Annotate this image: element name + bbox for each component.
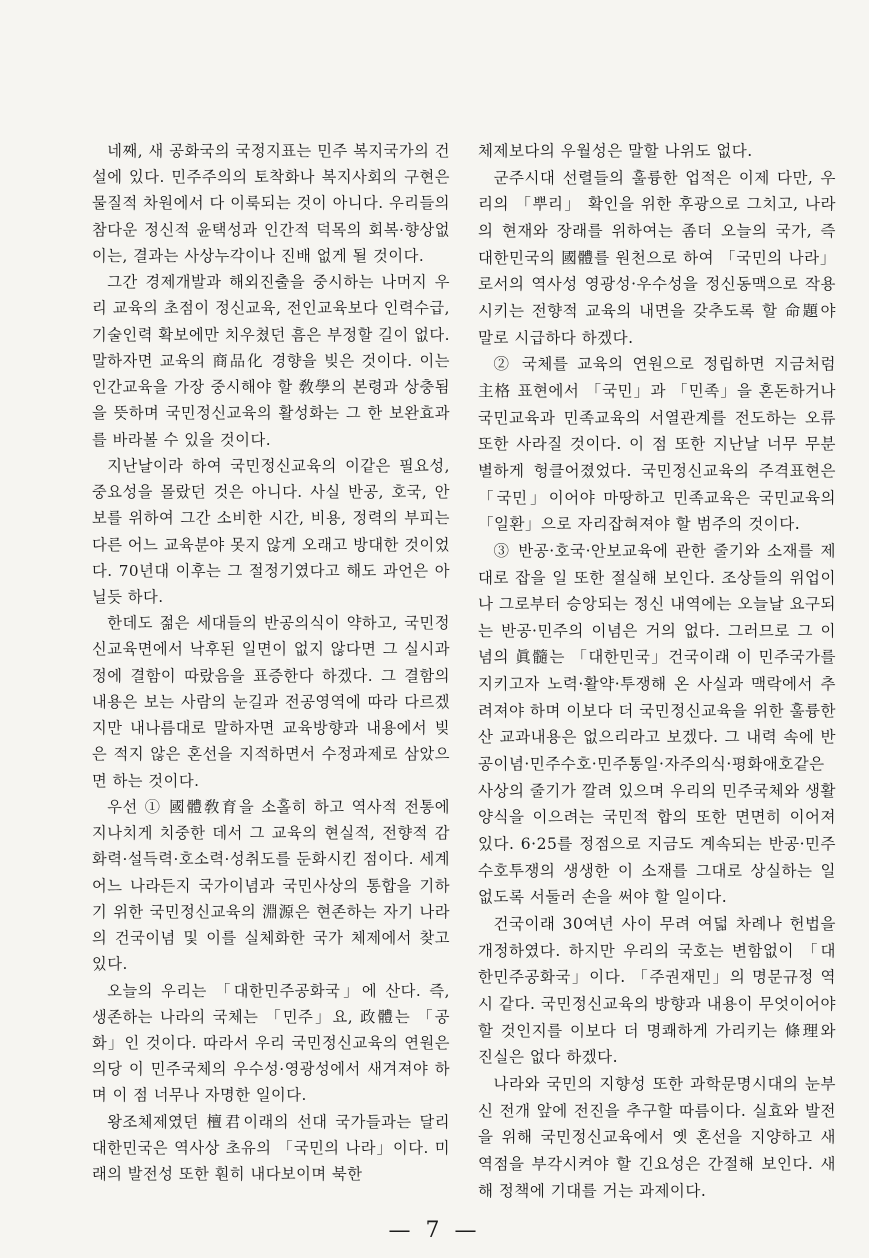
paragraph-continuation: 체제보다의 우월성은 말할 나위도 없다. [478,142,753,160]
paragraph: 그간 경제개발과 해외진출을 중시하는 나머지 우리 교육의 초점이 정신교육, 전인교육보다 인력수급, 기술인력 확보에만 치우쳤던 흠은 부정할 길이 없다. 말하자면 교육의 商品化 경향을 빚은 것이다. 이는 인간교육을 가장 중시해야 할 敎學의 본령과 상충됨을 뜻하며 국민정신교육의 활성화는 그 한 보완효과를 바라볼 수 있을 것이다. [92,273,450,449]
paragraph: 건국이래 30여년 사이 무려 여덟 차례나 헌법을 개정하였다. 하지만 우리의 국호는 변함없이 「대한민주공화국」이다. 「주권재민」의 명문규정 역시 같다. 국민정신교육의 방향과 내용이 무엇이어야 할 것인지를 이보다 더 명쾌하게 가리키는 條理와 진실은 없다 하겠다. [478,915,836,1067]
right-text-column [478,138,836,1204]
paragraph: 왕조체제였던 檀君이래의 선대 국가들과는 달리 대한민국은 역사상 초유의 「국민의 나라」이다. 미래의 발전성 또한 훤히 내다보이며 북한 [92,1112,450,1184]
paragraph: ② 국체를 교육의 연원으로 정립하면 지금처럼 主格 표현에서 「국민」과 「민족」을 혼돈하거나 국민교육과 민족교육의 서열관계를 전도하는 오류 또한 사라질 것이다. 이 점 또한 지난날 너무 무분별하게 헝클어졌었다. 국민정신교육의 주격표현은 「국민」이어야 마땅하고 민족교육은 국민교육의 「일환」으로 자리잡혀져야 할 범주의 것이다. [478,355,836,534]
paragraph: 군주시대 선렬들의 훌륭한 업적은 이제 다만, 우리의 「뿌리」 확인을 위한 후광으로 그치고, 나라의 현재와 장래를 위하여는 좀더 오늘의 국가, 즉 대한민국의 國體를 원천으로 하여 「국민의 나라」로서의 역사성 영광성·우수성을 정신동맥으로 작용시키는 전향적 교육의 내면을 갖추도록 할 命題야말로 시급하다 하겠다. [478,168,836,347]
paragraph: 오늘의 우리는 「대한민주공화국」에 산다. 즉, 생존하는 나라의 국체는 「민주」요, 政體는 「공화」인 것이다. 따라서 우리 국민정신교육의 연원은 의당 이 민주국체의 우수성·영광성에서 새겨져야 하며 이 점 너무나 자명한 일이다. [92,981,450,1105]
paragraph: ③ 반공·호국·안보교육에 관한 줄기와 소재를 제대로 잡을 일 또한 절실해 보인다. 조상들의 위업이나 그로부터 승앙되는 정신 내역에는 오늘날 요구되는 반공·민주의 이념은 거의 없다. 그러므로 그 이념의 眞髓는 「대한민국」건국이래 이 민주국가를 지키고자 노력·활약·투쟁해 온 사실과 맥락에서 추려져야 하며 이보다 더 국민정신교육을 위한 훌륭한 산 교과내용은 없으리라고 보겠다. 그 내력 속에 반공이념·민주수호·민주통일·자주의식·평화애호같은 사상의 줄기가 깔려 있으며 우리의 민주국체와 생활양식을 이으려는 국민적 합의 또한 면면히 이어져 있다. 6·25를 정점으로 지금도 계속되는 반공·민주수호투쟁의 생생한 이 소재를 그대로 상실하는 일 없도록 서둘러 손을 써야 할 일이다. [478,541,836,907]
paragraph: 우선 ① 國體敎育을 소홀히 하고 역사적 전통에 지나치게 치중한 데서 그 교육의 현실적, 전향적 감화력·설득력·호소력·성취도를 둔화시킨 점이다. 세계 어느 나라든지 국가이념과 국민사상의 통합을 기하기 위한 국민정신교육의 淵源은 현존하는 자기 나라의 건국이념 및 이를 실체화한 국가 체제에서 찾고 있다. [92,797,450,974]
paragraph: 네째, 새 공화국의 국정지표는 민주 복지국가의 건설에 있다. 민주주의의 토착화나 복지사회의 구현은 물질적 차원에서 다 이룩되는 것이 아니다. 우리들의 참다운 정신적 윤택성과 인간적 덕목의 회복·향상없이는, 결과는 사상누각이나 진배 없게 될 것이다. [92,142,450,265]
page-number: — 7 — [388,1218,481,1243]
left-text-column [92,138,450,1187]
paragraph: 한데도 젊은 세대들의 반공의식이 약하고, 국민정신교육면에서 낙후된 일면이 없지 않다면 그 실시과정에 결함이 따랐음을 표증한다 하겠다. 그 결함의 내용은 보는 사람의 눈길과 전공영역에 따라 다르겠지만 내나름대로 말하자면 교육방향과 내용에서 빚은 적지 않은 혼선을 지적하면서 수정과제로 삼았으면 하는 것이다. [92,614,450,790]
paragraph: 지난날이라 하여 국민정신교육의 이같은 필요성, 중요성을 몰랐던 것은 아니다. 사실 반공, 호국, 안보를 위하여 그간 소비한 시간, 비용, 정력의 부피는 다른 어느 교육분야 못지 않게 오래고 방대한 것이었다. 70년대 이후는 그 절정기였다고 해도 과언은 아닐듯 하다. [92,456,450,606]
paragraph: 나라와 국민의 지향성 또한 과학문명시대의 눈부신 전개 앞에 전진을 추구할 따름이다. 실효와 발전을 위해 국민정신교육에서 옛 혼선을 지양하고 새 역점을 부각시켜야 할 긴요성은 간절해 보인다. 새해 정책에 기대를 거는 과제이다. [478,1074,836,1200]
